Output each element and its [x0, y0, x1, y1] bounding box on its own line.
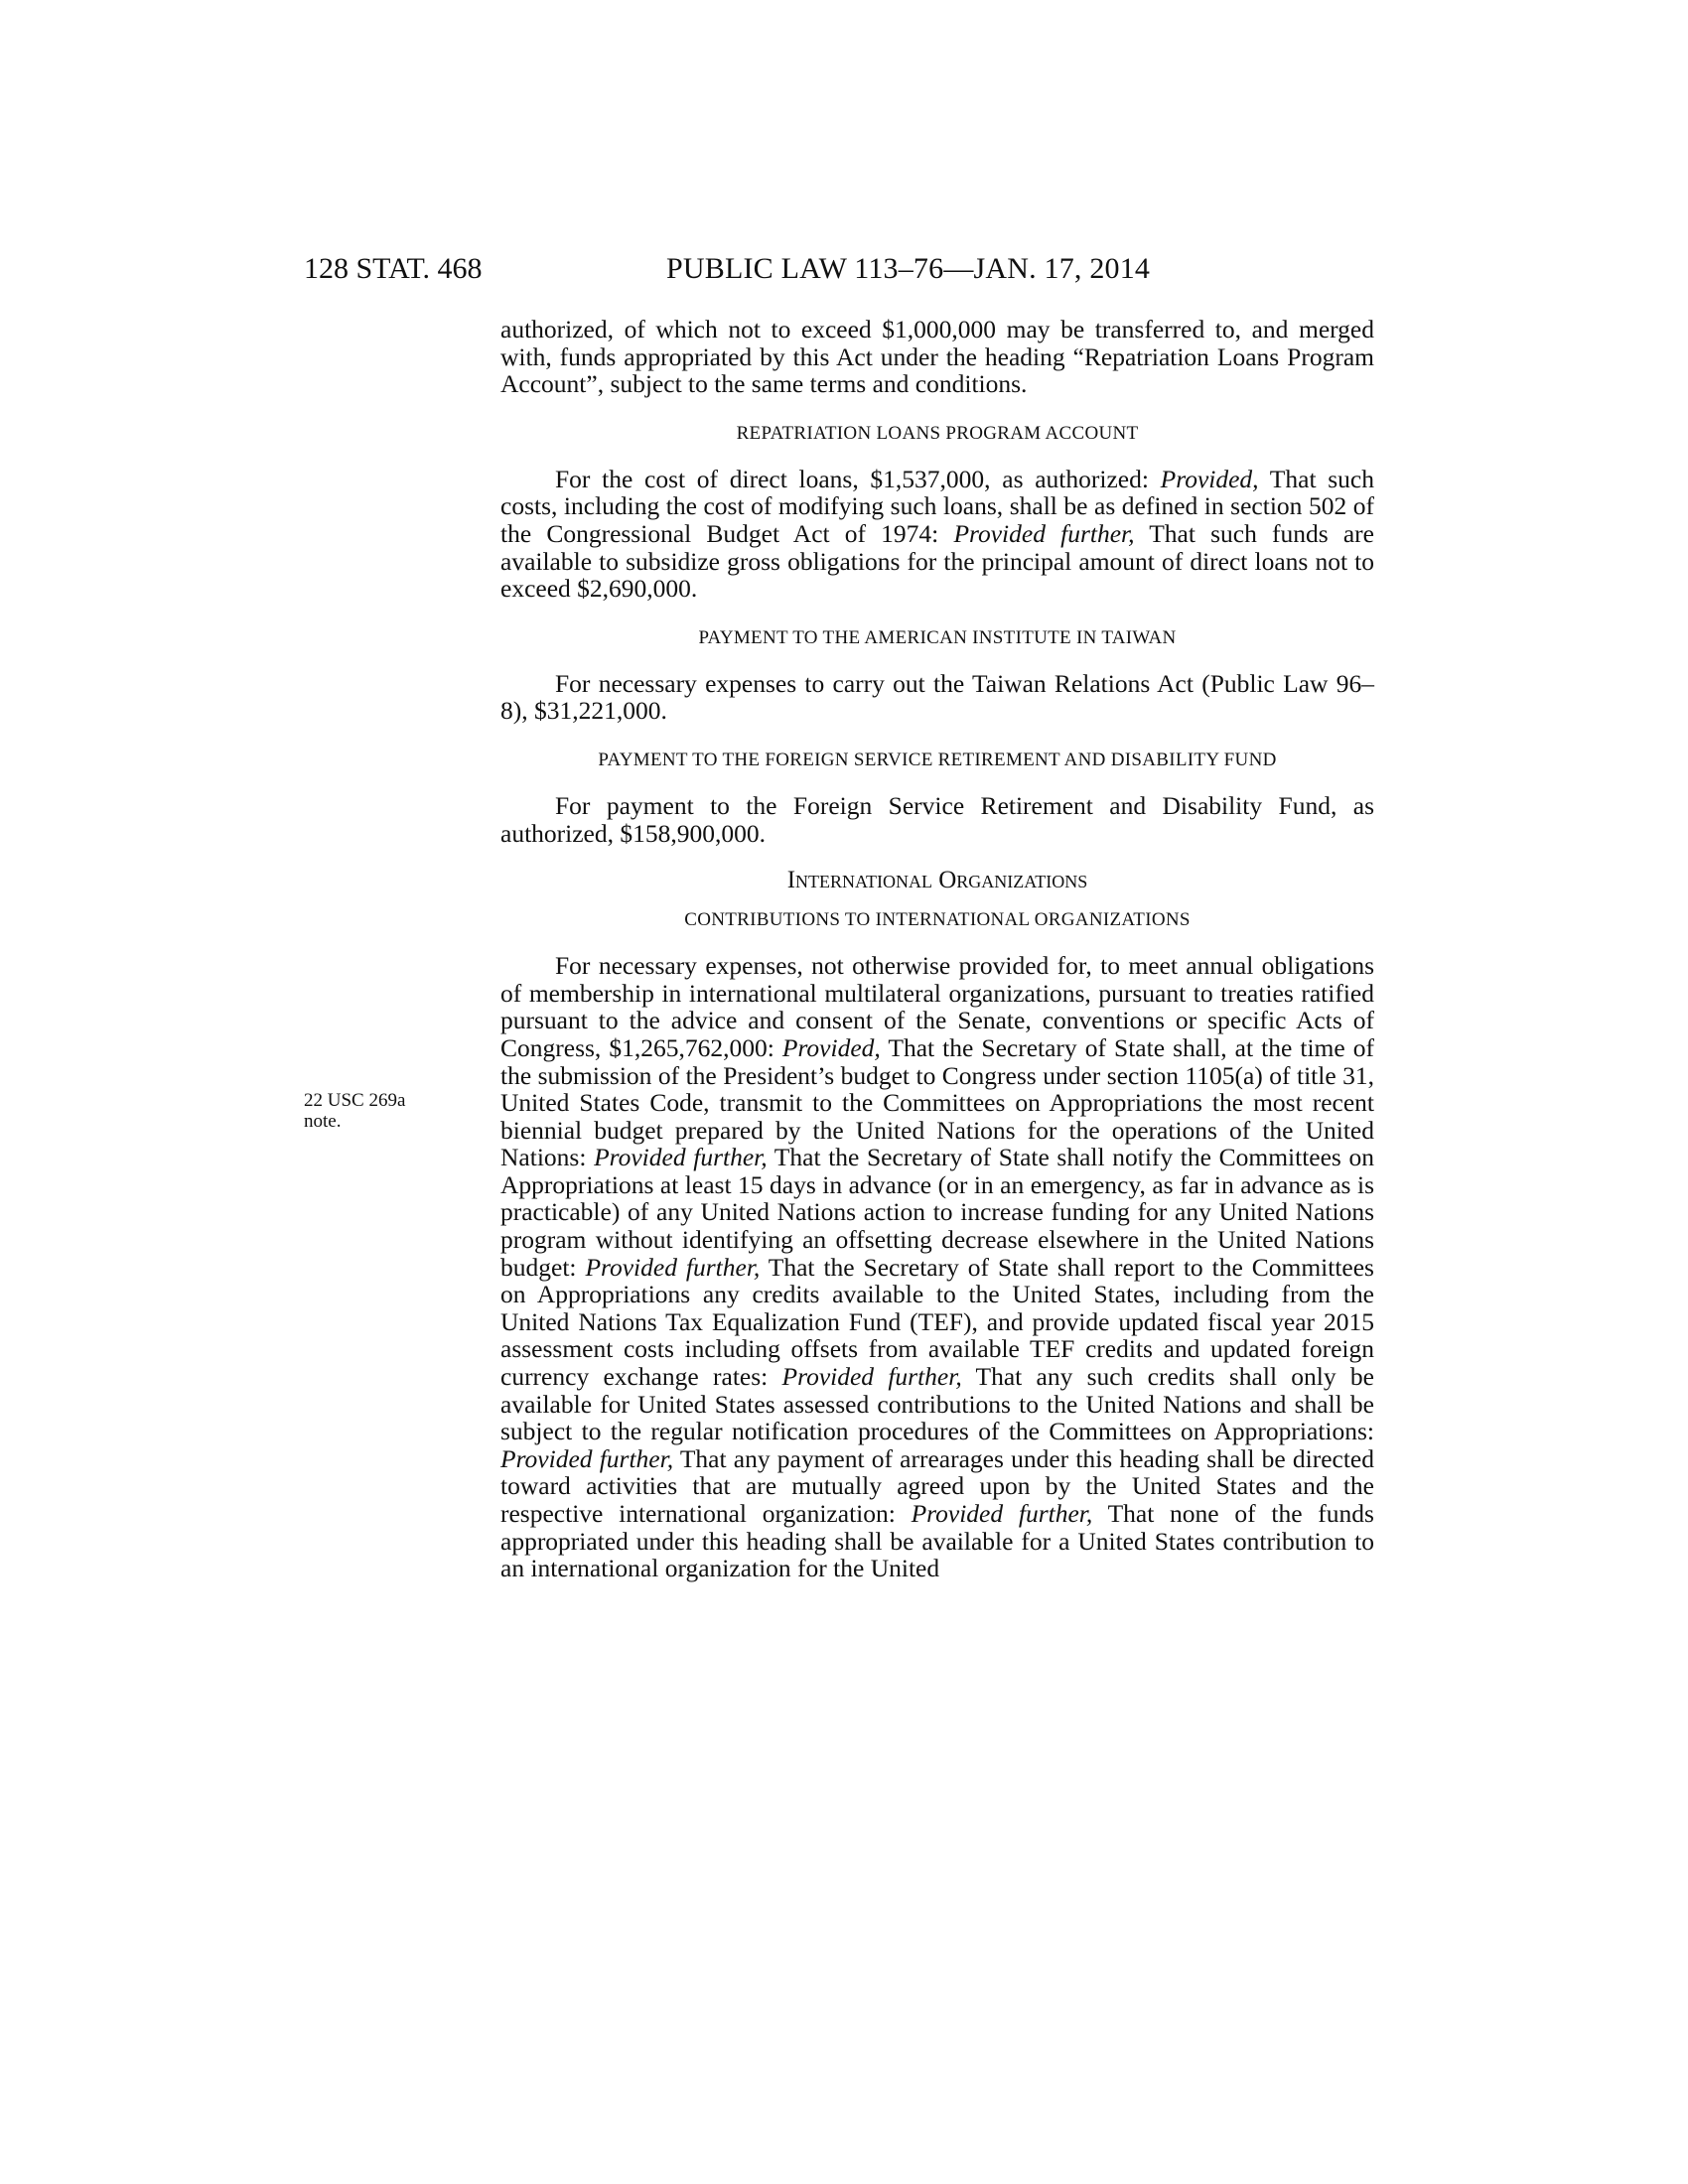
- proviso-italic: Provided,: [1160, 464, 1259, 493]
- page-header: [304, 249, 1386, 289]
- margin-note: [304, 1090, 453, 1132]
- proviso-italic: Provided further,: [500, 1443, 674, 1473]
- statute-page-citation: 128 STAT. 468: [304, 252, 483, 285]
- proviso-italic: Provided further,: [594, 1143, 768, 1172]
- main-text-column: [500, 316, 1374, 1582]
- contributions-paragraph: For necessary expenses, not otherwise provided for, to meet annual obligations of membership in international multilateral organizations, pursuant to treaties ratified pursuant to the advice and consent of the Senate, conventions or specific Acts of Congress, $1,265,762,000: Provided, That the Secretary of State shall, at the time of the submission of the President’s budget to Congress under section 1105(a) of title 31, United States Code, transmit to the Committees on Appropriations the most recent biennial budget prepared by the United Nations for the operations of the United Nations: Provided further, That the Secretary of State shall notify the Committees on Appropriations at least 15 days in advance (or in an emergency, as far in advance as is practicable) of any United Nations action to increase funding for any United Nations program without identifying an offsetting decrease elsewhere in the United Nations budget: Provided further, That the Secretary of State shall report to the Committees on Appropriations any credits available to the United States, including from the United Nations Tax Equalization Fund (TEF), and provide updated fiscal year 2015 assessment costs including offsets from available TEF credits and updated foreign currency exchange rates: Provided further, That any such credits shall only be available for United States assessed contributions to the United Nations and shall be subject to the regular notification procedures of the Committees on Appropriations: Provided further, That any payment of arrearages under this heading shall be directed toward activities that are mutually agreed upon by the United States and the respective international organization: Provided further, That none of the funds appropriated under this heading shall be available for a United States contribution to an international organization for the United: [500, 951, 1374, 1583]
- proviso-italic: Provided further,: [781, 1362, 962, 1392]
- heading-repatriation-loans: REPATRIATION LOANS PROGRAM ACCOUNT: [736, 422, 1139, 444]
- proviso-italic: Provided further,: [911, 1499, 1093, 1528]
- margin-note-citation: 22 USC 269a: [304, 1090, 406, 1111]
- heading-foreign-service-retirement: PAYMENT TO THE FOREIGN SERVICE RETIREMENT AND DISABILITY FUND: [598, 749, 1277, 770]
- proviso-italic: Provided,: [781, 1032, 881, 1062]
- heading-american-institute-taiwan: PAYMENT TO THE AMERICAN INSTITUTE IN TAIWAN: [698, 626, 1177, 648]
- heading-contributions-international-organizations: CONTRIBUTIONS TO INTERNATIONAL ORGANIZATIONS: [684, 909, 1191, 931]
- margin-note-suffix: note.: [304, 1111, 342, 1132]
- continuation-paragraph: authorized, of which not to exceed $1,000,000 may be transferred to, and merged with, funds appropriated by this Act under the heading “Repatriation Loans Program Account”, subject to the same terms and conditions.: [500, 315, 1374, 399]
- proviso-italic: Provided further,: [585, 1252, 761, 1282]
- public-law-title: PUBLIC LAW 113–76—JAN. 17, 2014: [666, 252, 1151, 285]
- taiwan-paragraph: For necessary expenses to carry out the Taiwan Relations Act (Public Law 96–8), $31,221,000.: [500, 668, 1374, 726]
- repatriation-paragraph: For the cost of direct loans, $1,537,000, as authorized: Provided, That such costs, including the cost of modifying such loans, shall be as defined in section 502 of the Congressional Budget Act of 1974: Provided further, That such funds are available to subsidize gross obligations for the principal amount of direct loans not to exceed $2,690,000.: [500, 464, 1374, 604]
- proviso-italic: Provided further,: [953, 518, 1135, 548]
- title-international-organizations: International Organizations: [786, 867, 1088, 894]
- foreign-service-paragraph: For payment to the Foreign Service Retirement and Disability Fund, as authorized, $158,900,000.: [500, 790, 1374, 848]
